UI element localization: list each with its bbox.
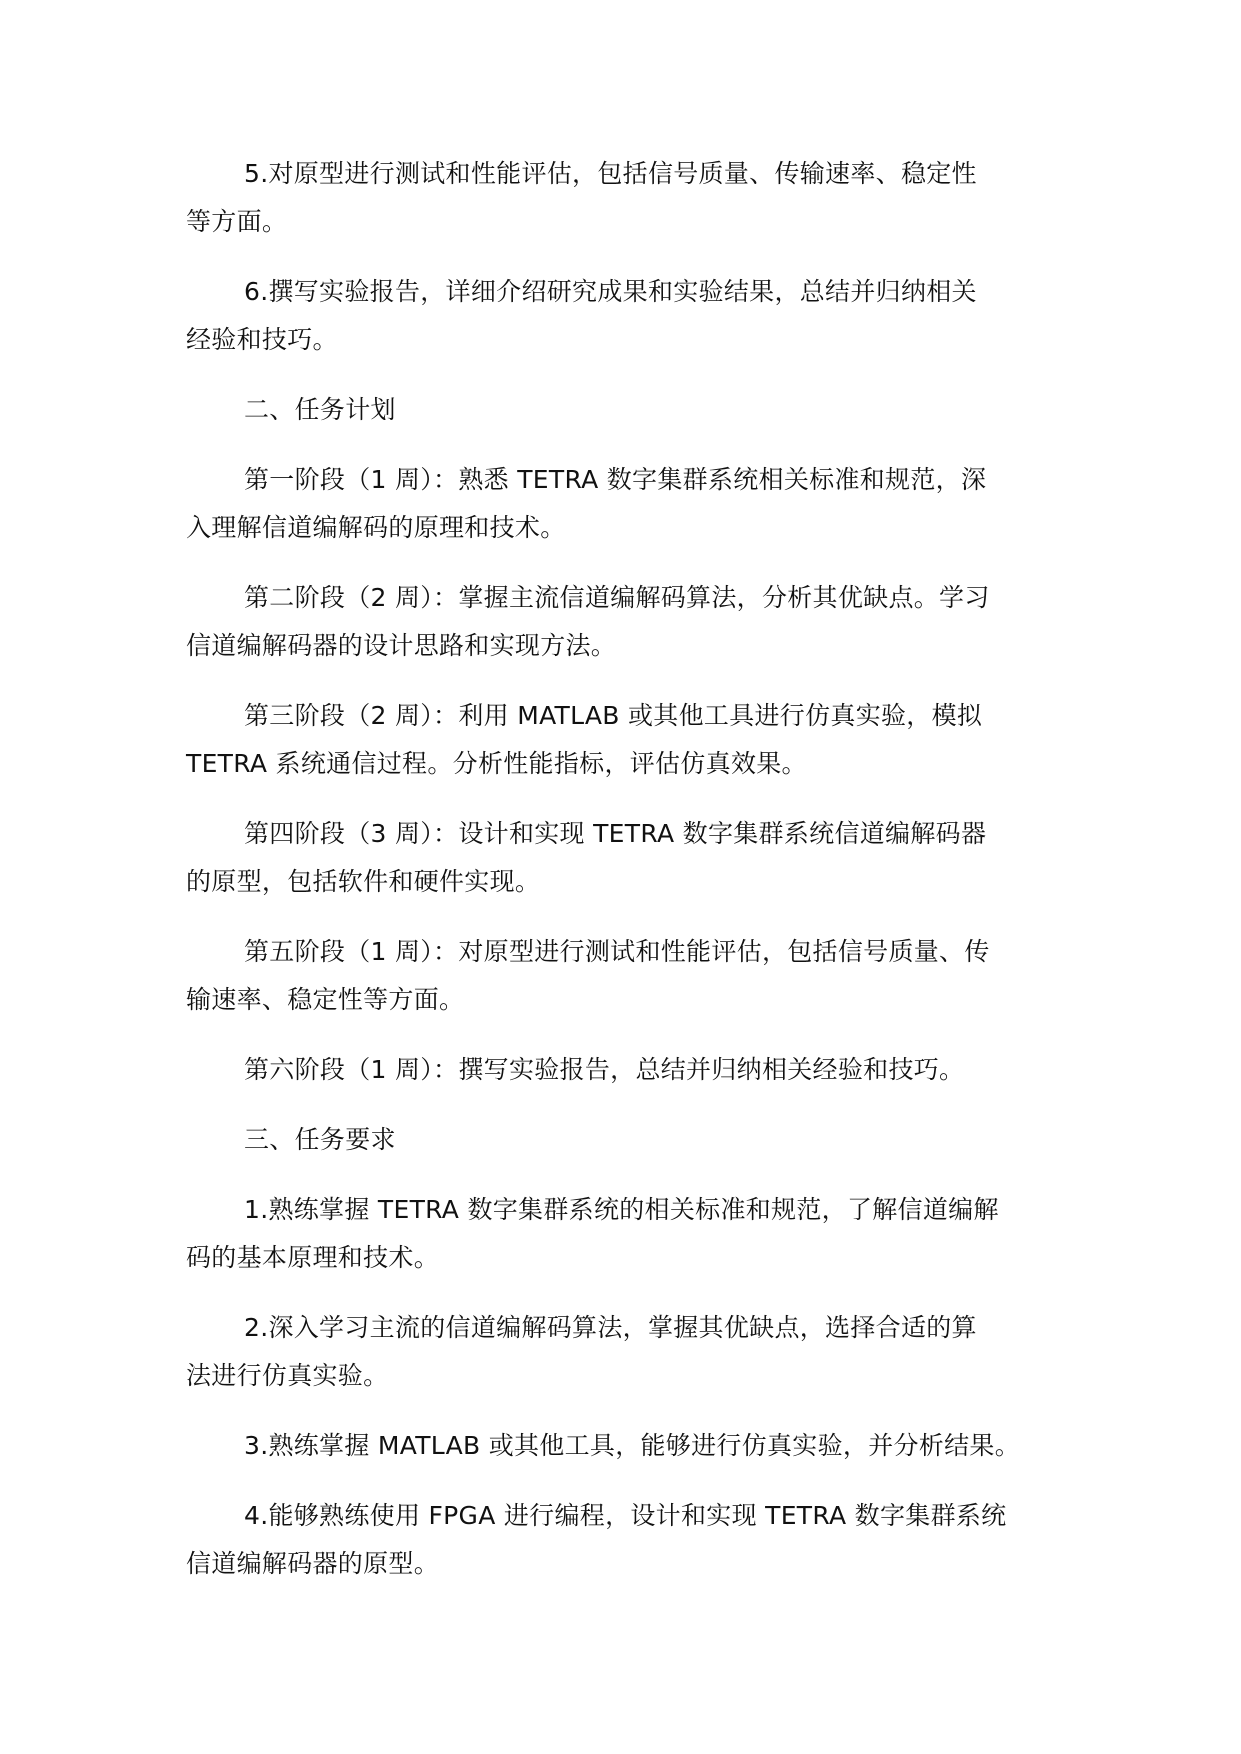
requirement-item-3 bbox=[186, 1422, 1066, 1470]
section-heading-task-plan bbox=[186, 386, 1066, 434]
section-heading-task-requirements bbox=[186, 1116, 1066, 1164]
paragraph-line: 6.撰写实验报告，详细介绍研究成果和实验结果，总结并归纳相关 bbox=[244, 277, 977, 306]
phase-four-paragraph bbox=[186, 810, 1066, 906]
paragraph-line: 第五阶段（1 周）：对原型进行测试和性能评估，包括信号质量、传 bbox=[244, 937, 990, 966]
document-body bbox=[186, 150, 1066, 1610]
phase-five-paragraph bbox=[186, 928, 1066, 1024]
paragraph-line: 3.熟练掌握 MATLAB 或其他工具，能够进行仿真实验，并分析结果。 bbox=[244, 1431, 1021, 1460]
paragraph-line: 2.深入学习主流的信道编解码算法，掌握其优缺点，选择合适的算 bbox=[244, 1313, 977, 1342]
paragraph-line: 码的基本原理和技术。 bbox=[186, 1243, 440, 1272]
paragraph-line: 5.对原型进行测试和性能评估，包括信号质量、传输速率、稳定性 bbox=[244, 159, 977, 188]
paragraph-line: 入理解信道编解码的原理和技术。 bbox=[186, 513, 566, 542]
phase-six-paragraph bbox=[186, 1046, 1066, 1094]
paragraph-line: 第六阶段（1 周）：撰写实验报告，总结并归纳相关经验和技巧。 bbox=[244, 1055, 965, 1084]
paragraph-line: 法进行仿真实验。 bbox=[186, 1361, 389, 1390]
paragraph-line: 等方面。 bbox=[186, 207, 288, 236]
paragraph-line: 信道编解码器的原型。 bbox=[186, 1549, 440, 1578]
paragraph-line: 第二阶段（2 周）：掌握主流信道编解码算法，分析其优缺点。学习 bbox=[244, 583, 990, 612]
section-heading-text: 二、任务计划 bbox=[244, 395, 396, 424]
phase-two-paragraph bbox=[186, 574, 1066, 670]
paragraph-line: 经验和技巧。 bbox=[186, 325, 338, 354]
paragraph-line: 1.熟练掌握 TETRA 数字集群系统的相关标准和规范，了解信道编解 bbox=[244, 1195, 999, 1224]
paragraph-line: 输速率、稳定性等方面。 bbox=[186, 985, 465, 1014]
paragraph-line: 4.能够熟练使用 FPGA 进行编程，设计和实现 TETRA 数字集群系统 bbox=[244, 1501, 1007, 1530]
paragraph-item-6 bbox=[186, 268, 1066, 364]
requirement-item-2 bbox=[186, 1304, 1066, 1400]
paragraph-line: 第四阶段（3 周）：设计和实现 TETRA 数字集群系统信道编解码器 bbox=[244, 819, 987, 848]
paragraph-line: 第三阶段（2 周）：利用 MATLAB 或其他工具进行仿真实验，模拟 bbox=[244, 701, 983, 730]
section-heading-text: 三、任务要求 bbox=[244, 1125, 396, 1154]
phase-three-paragraph bbox=[186, 692, 1066, 788]
paragraph-line: 信道编解码器的设计思路和实现方法。 bbox=[186, 631, 617, 660]
paragraph-line: TETRA 系统通信过程。分析性能指标，评估仿真效果。 bbox=[186, 749, 807, 778]
paragraph-line: 的原型，包括软件和硬件实现。 bbox=[186, 867, 541, 896]
requirement-item-4 bbox=[186, 1492, 1066, 1588]
requirement-item-1 bbox=[186, 1186, 1066, 1282]
phase-one-paragraph bbox=[186, 456, 1066, 552]
paragraph-line: 第一阶段（1 周）：熟悉 TETRA 数字集群系统相关标准和规范，深 bbox=[244, 465, 987, 494]
paragraph-item-5 bbox=[186, 150, 1066, 246]
